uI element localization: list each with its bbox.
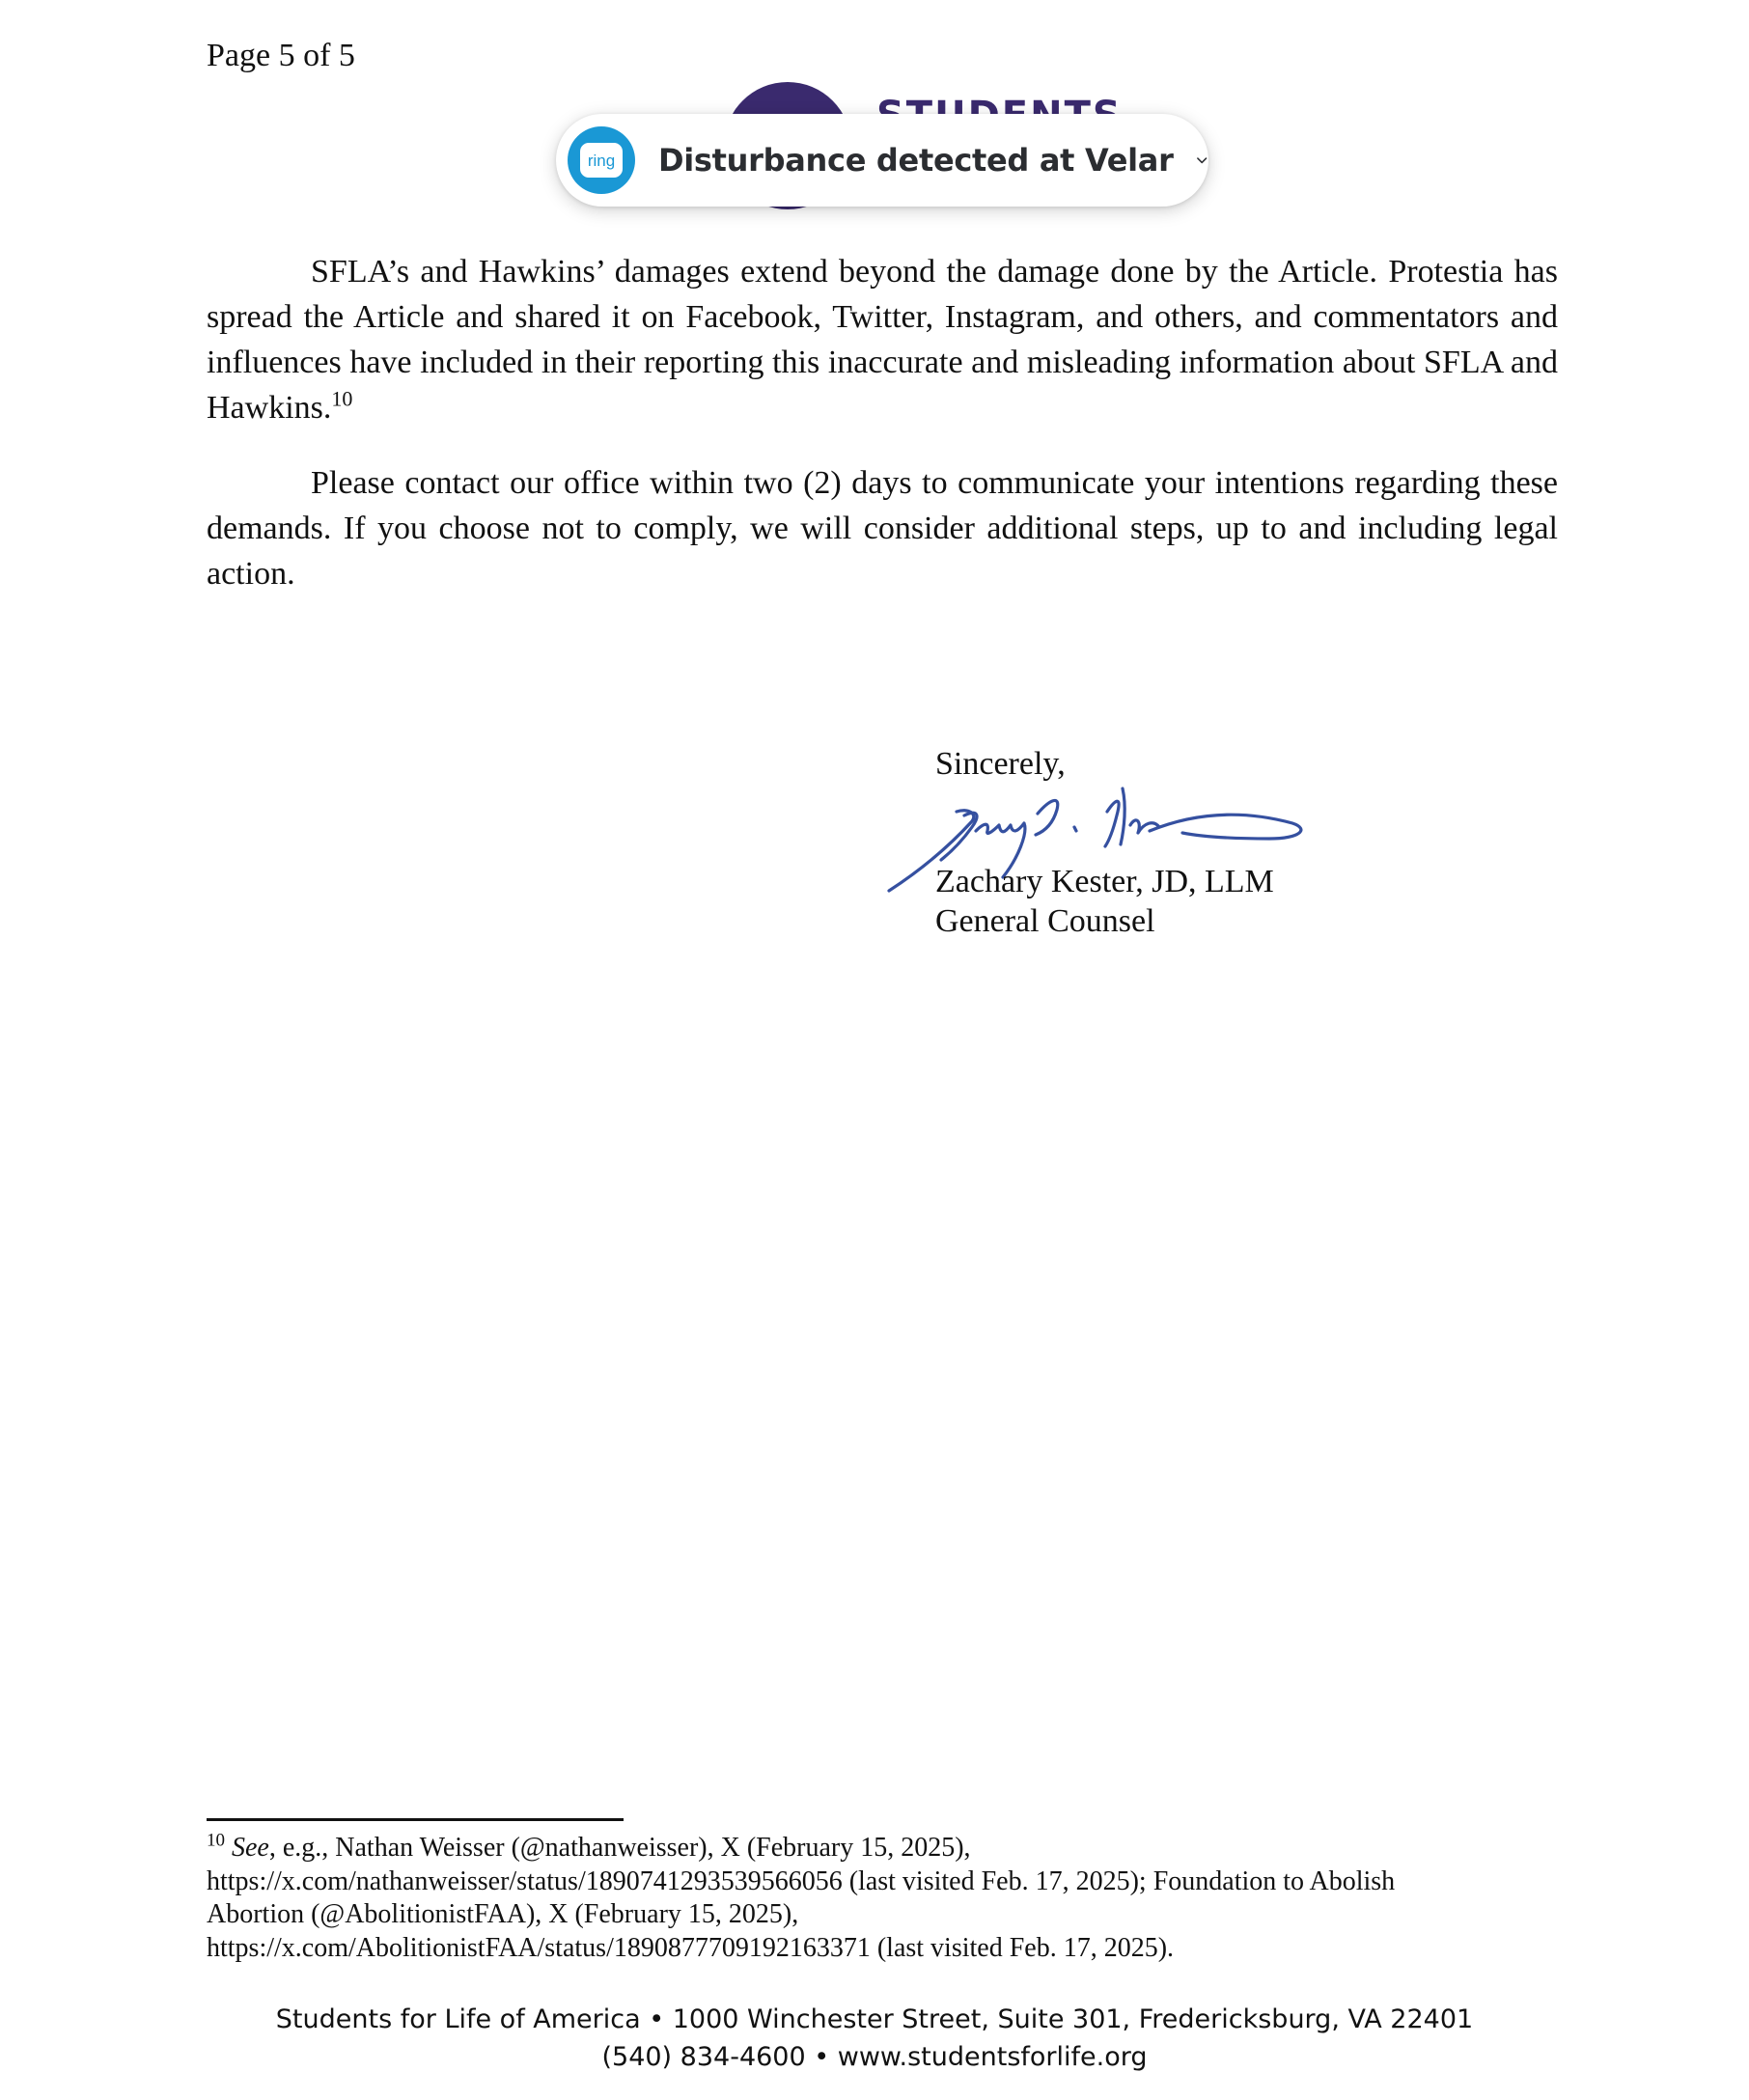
footnote-see: See: [232, 1833, 269, 1863]
footnote-reference: 10: [331, 386, 353, 411]
body-paragraph-2: Please contact our office within two (2) days to communicate your intentions regarding these demands. If you choose not to comply, we will consider additional steps, up to and including legal action.: [207, 465, 1558, 592]
footnote-number: 10: [207, 1830, 225, 1851]
page-number: Page 5 of 5: [207, 38, 355, 73]
footnote-10: [207, 1832, 1577, 1965]
paragraph-1-text: SFLA’s and Hawkins’ damages extend beyond the damage done by the Article. Protestia has spread the Article and shared it on Facebook, Twitter, Instagram, and others, and commentators and influences have included in their reporting this inaccurate and misleading information about SFLA and Hawkins.: [207, 254, 1558, 426]
footnote-line-4: https://x.com/AbolitionistFAA/status/1890877709192163371 (last visited Feb. 17, 2025).: [207, 1932, 1175, 1963]
footnote-separator: [207, 1818, 624, 1821]
footnote-line-2: https://x.com/nathanweisser/status/1890741293539566056 (last visited Feb. 17, 2025); Foundation to Abolish: [207, 1865, 1396, 1896]
ring-icon-badge: [580, 143, 623, 178]
notification-text: Disturbance detected at Velar: [658, 142, 1174, 179]
closing-salutation: Sincerely,: [935, 746, 1066, 782]
footer-contact: (540) 834-4600 • www.studentsforlife.org: [601, 2042, 1148, 2072]
body-paragraph-1: [207, 249, 1558, 430]
footnote-line-1: [207, 1832, 1577, 1865]
ring-icon: [568, 126, 635, 194]
chevron-down-icon[interactable]: [1195, 146, 1208, 175]
footnote-line-3: Abortion (@AbolitionistFAA), X (February 15, 2025),: [207, 1899, 799, 1929]
signer-name: Zachary Kester, JD, LLM: [935, 864, 1274, 899]
footer-address: Students for Life of America • 1000 Winchester Street, Suite 301, Fredericksburg, VA 22401: [275, 2004, 1474, 2034]
ring-notification[interactable]: [556, 114, 1208, 207]
signer-title: General Counsel: [935, 903, 1155, 939]
footnote-line-1-text: , e.g., Nathan Weisser (@nathanweisser), X (February 15, 2025),: [268, 1833, 971, 1863]
ring-app-label: ring: [587, 151, 616, 170]
